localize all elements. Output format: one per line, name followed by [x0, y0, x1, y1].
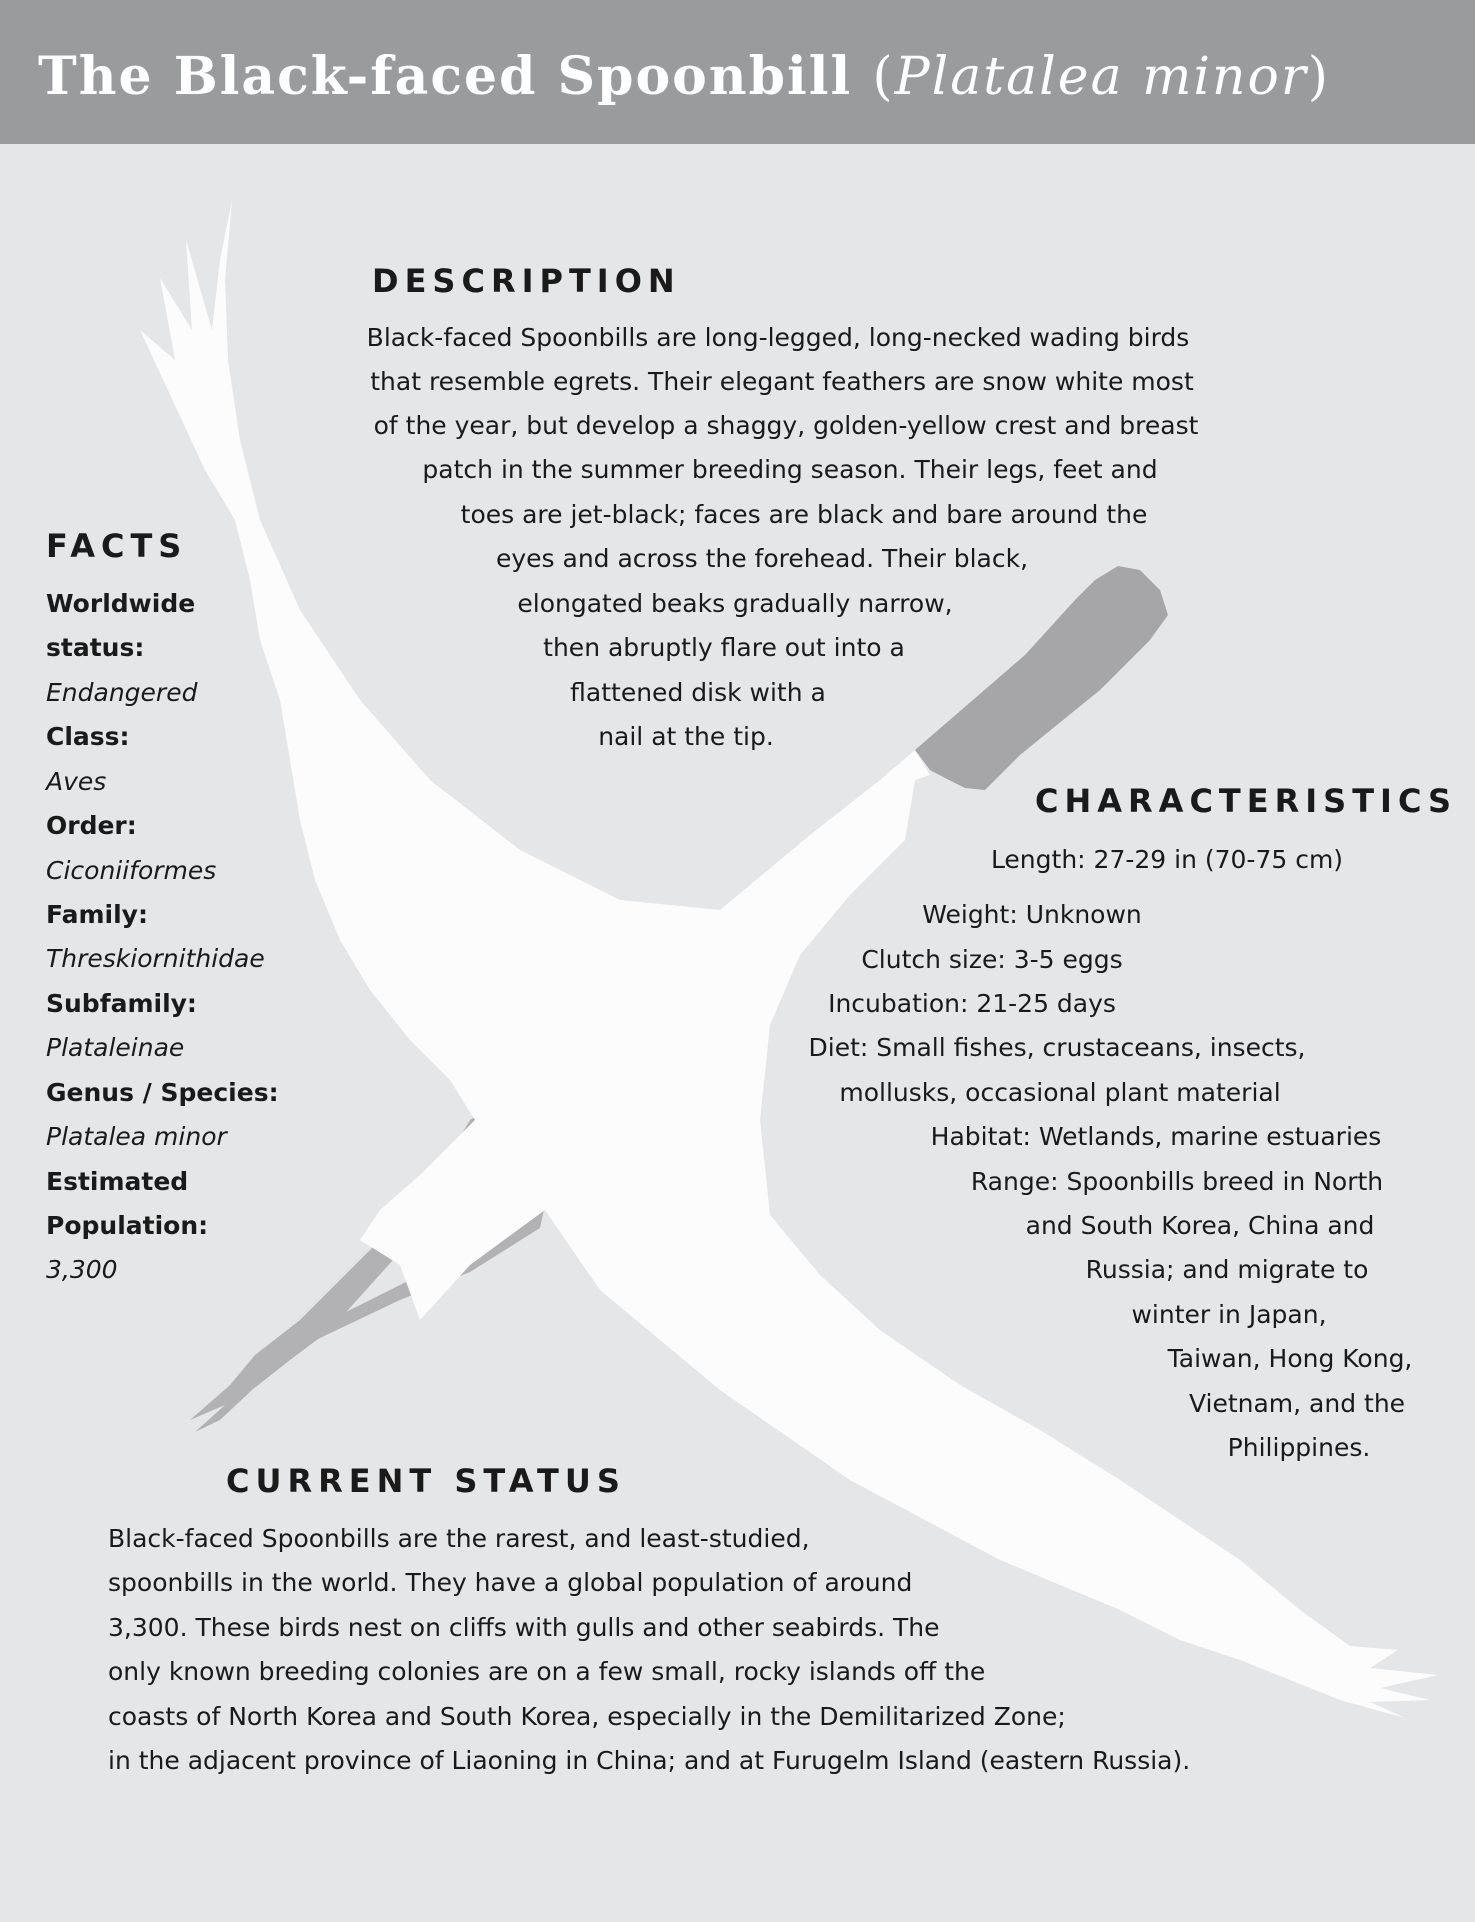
fact-value-class: Aves	[46, 767, 107, 796]
characteristic-line: Vietnam, and the	[1188, 1389, 1406, 1418]
fact-label-family: Family:	[46, 900, 148, 929]
characteristic-line: Clutch size: 3-5 eggs	[861, 945, 1123, 974]
description-line: that resemble egrets. Their elegant feathers are snow white most	[370, 367, 1194, 396]
current-status-line: Black-faced Spoonbills are the rarest, and least-studied,	[108, 1524, 810, 1553]
description-line: toes are jet-black; faces are black and bare around the	[460, 500, 1148, 529]
description-line: Black-faced Spoonbills are long-legged, long-necked wading birds	[366, 323, 1190, 352]
characteristic-line: Length: 27-29 in (70-75 cm)	[990, 845, 1344, 874]
characteristic-line: Philippines.	[1227, 1433, 1371, 1462]
current-status-line: in the adjacent province of Liaoning in China; and at Furugelm Island (eastern Russia).	[108, 1746, 1191, 1775]
description-line: nail at the tip.	[598, 722, 774, 751]
characteristics-heading: CHARACTERISTICS	[1035, 782, 1458, 820]
characteristic-line: Habitat: Wetlands, marine estuaries	[930, 1122, 1382, 1151]
title-close-paren: )	[1307, 47, 1330, 107]
description-line: flattened disk with a	[570, 678, 826, 707]
description-line: eyes and across the forehead. Their black,	[495, 544, 1029, 573]
fact-label-status: status:	[46, 633, 145, 662]
description-heading: DESCRIPTION	[372, 262, 681, 300]
current-status-line: coasts of North Korea and South Korea, especially in the Demilitarized Zone;	[108, 1702, 1066, 1731]
characteristic-line: mollusks, occasional plant material	[839, 1078, 1281, 1107]
fact-label-genus-species: Genus / Species:	[46, 1078, 279, 1107]
characteristic-line: winter in Japan,	[1131, 1300, 1327, 1329]
description-line: of the year, but develop a shaggy, golden-yellow crest and breast	[373, 411, 1199, 440]
description-line: patch in the summer breeding season. Their legs, feet and	[422, 455, 1158, 484]
page-title	[38, 46, 1330, 107]
fact-value-population: 3,300	[46, 1255, 118, 1284]
description-line: elongated beaks gradually narrow,	[517, 589, 953, 618]
fact-value-order: Ciconiiformes	[46, 856, 217, 885]
characteristic-line: Incubation: 21-25 days	[828, 989, 1116, 1018]
spoonbill-beak-illustration	[915, 566, 1168, 790]
title-latin-name: Platalea minor	[894, 47, 1308, 107]
characteristic-line: Range: Spoonbills breed in North	[970, 1167, 1384, 1196]
fact-label-estimated: Estimated	[46, 1167, 189, 1196]
fact-label-class: Class:	[46, 722, 130, 751]
header-bar	[0, 0, 1475, 144]
current-status-line: 3,300. These birds nest on cliffs with gulls and other seabirds. The	[108, 1613, 940, 1642]
current-status-heading: CURRENT STATUS	[226, 1462, 626, 1500]
characteristic-line: Russia; and migrate to	[1085, 1255, 1369, 1284]
title-open-paren: (	[872, 47, 895, 107]
fact-value-subfamily: Plataleinae	[46, 1033, 185, 1062]
fact-label-subfamily: Subfamily:	[46, 989, 197, 1018]
current-status-line: only known breeding colonies are on a few small, rocky islands off the	[108, 1657, 986, 1686]
characteristic-line: and South Korea, China and	[1025, 1211, 1375, 1240]
characteristic-line: Diet: Small fishes, crustaceans, insects,	[808, 1033, 1306, 1062]
current-status-line: spoonbills in the world. They have a global population of around	[108, 1568, 913, 1597]
fact-value-status: Endangered	[46, 678, 198, 707]
characteristic-line: Taiwan, Hong Kong,	[1167, 1344, 1413, 1373]
fact-value-family: Threskiornithidae	[46, 944, 265, 973]
facts-heading: FACTS	[46, 527, 188, 565]
title-main: The Black-faced Spoonbill	[38, 46, 853, 107]
fact-label-order: Order:	[46, 811, 137, 840]
description-line: then abruptly flare out into a	[543, 633, 905, 662]
fact-label-worldwide: Worldwide	[46, 589, 196, 618]
fact-value-genus-species: Platalea minor	[46, 1122, 227, 1151]
characteristic-line: Weight: Unknown	[922, 900, 1142, 929]
fact-label-population: Population:	[46, 1211, 209, 1240]
